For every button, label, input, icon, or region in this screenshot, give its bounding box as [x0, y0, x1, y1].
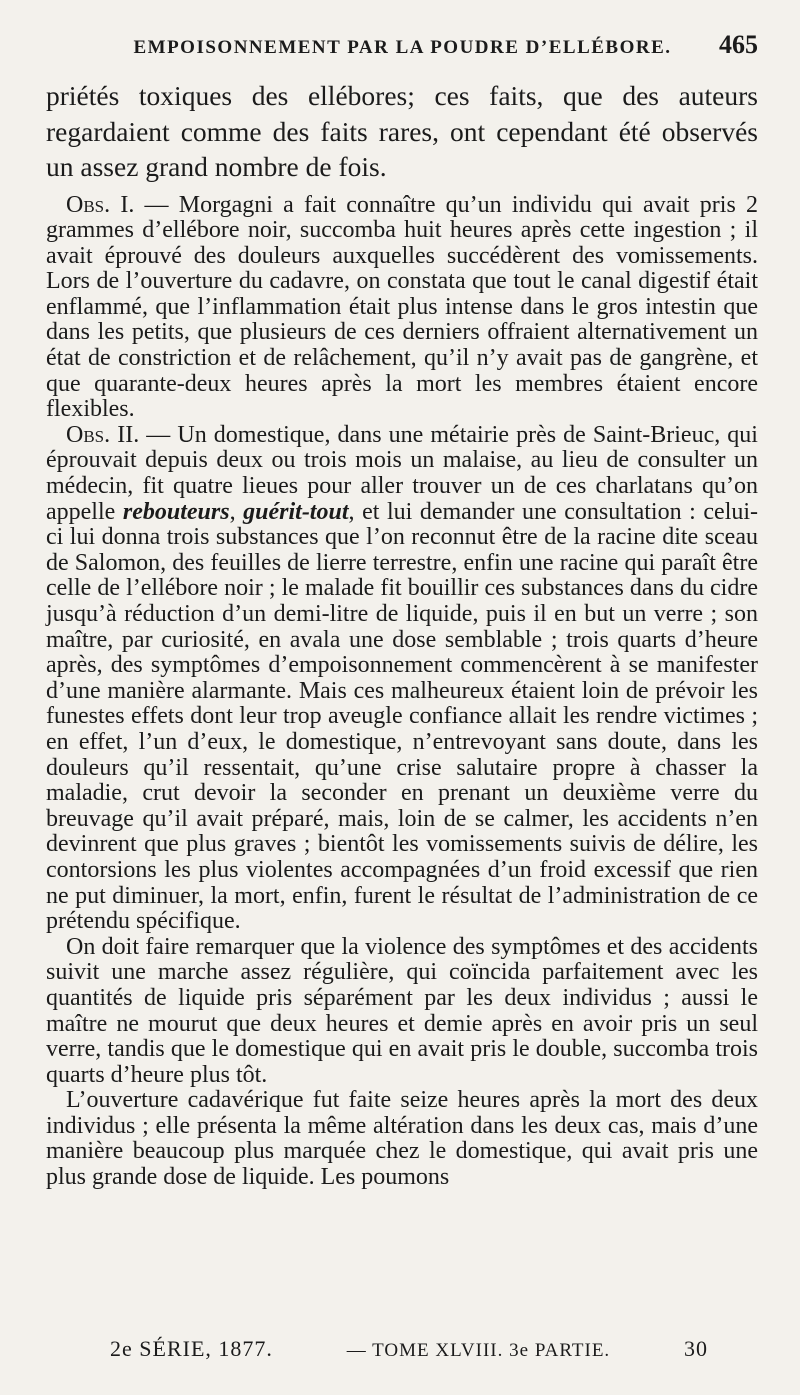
running-header [46, 30, 758, 74]
volume-line: — TOME XLVIII. 3e PARTIE. [346, 1340, 611, 1361]
observation-text: , et lui demander une consultation : celui-ci lui donna trois substances que l’on reconnut être de la racine dite sceau de Salomon, des feuilles de lierre terrestre, enfin une racine qui paraît être celle de l’ellébore noir ; le malade fit bouillir ces substances dans du cidre jusqu’à réduction d’un demi-litre de liquide, puis il en but un verre ; son maître, par curiosité, en avala une dose semblable ; trois quarts d’heure après, des symptômes d’empoisonnement commencèrent à se manifester d’une manière alarmante. Mais ces malheureux étaient loin de prévoir les funestes effets dont leur trop aveugle confiance allait les rendre victimes ; en effet, l’un d’eux, le domestique, n’entrevoyant sans doute, dans les douleurs qu’il ressentait, qu’une crise salutaire propre à chasser la maladie, crut devoir la seconder en prenant un deuxième verre du breuvage qu’il avait préparé, mais, loin de se calmer, les accidents n’en devinrent que plus graves ; bientôt les vomissements suivis de délire, les contorsions les plus violentes accompagnées d’un froid excessif que rien ne put diminuer, la mort, enfin, furent le résultat de l’administration de ce prétendu spécifique. [46, 498, 759, 935]
paragraph-autopsy: L’ouverture cadavérique fut faite seize heures après la mort des deux individus ; elle présenta la même altération dans les deux cas, mais d’une manière beaucoup plus marquée chez le domestique, qui avait pris une plus grande dose de liquide. Les poumons [46, 1087, 758, 1191]
running-title: EMPOISONNEMENT PAR LA POUDRE D’ELLÉBORE. [133, 37, 672, 58]
separator-text: , [229, 498, 244, 525]
paragraph-remark: On doit faire remarquer que la violence des symptômes et des accidents suivit une marche assez régulière, qui coïncida parfaitement avec les quantités de liquide pris séparément par les deux individus ; aussi le maître ne mourut que deux heures et demie après en avoir pris un seul verre, tandis que le domestique qui en avait pris le double, succomba trois quarts d’heure plus tôt. [46, 933, 758, 1088]
series-line: 2e SÉRIE, 1877. [110, 1336, 273, 1361]
page-footer [110, 1336, 708, 1362]
signature-mark: 30 [684, 1336, 708, 1361]
paragraph-observation-2 [46, 423, 758, 935]
observation-text: — Morgagni a fait connaître qu’un individu qui avait pris 2 grammes d’ellébore noir, succomba huit heures après cette ingestion ; il avait éprouvé des douleurs auxquelles succédèrent des vomissements. Lors de l’ouverture du cadavre, on constata que tout le canal digestif était enflammé, que l’inflammation était plus intense dans le gros intestin que dans les petits, que plusieurs de ces derniers offraient alternativement un état de constriction et de relâchement, qu’il n’y avait pas de gangrène, et que quarante-deux heures après la mort les membres étaient encore flexibles. [46, 191, 758, 423]
observation-label: Obs. I. [66, 191, 135, 218]
observation-label: Obs. II. [66, 421, 140, 448]
italic-term: guérit-tout [243, 498, 349, 525]
body-text [46, 78, 758, 1191]
paragraph-observation-1 [46, 193, 758, 423]
paragraph-continuation: priétés toxiques des ellébores; ces faits, que des auteurs regardaient comme des faits rares, ont cependant été observés un assez grand nombre de fois. [46, 80, 758, 182]
observation-text: — Un domestique, dans une métairie près de Saint-Brieuc, qui éprouvait depuis deux ou trois mois un malaise, au lieu de consulter un médecin, fit quatre lieues pour aller trouver un de ces charlatans qu’on appelle [46, 421, 758, 525]
page-number: 465 [719, 30, 758, 59]
italic-term: rebouteurs [122, 498, 230, 525]
